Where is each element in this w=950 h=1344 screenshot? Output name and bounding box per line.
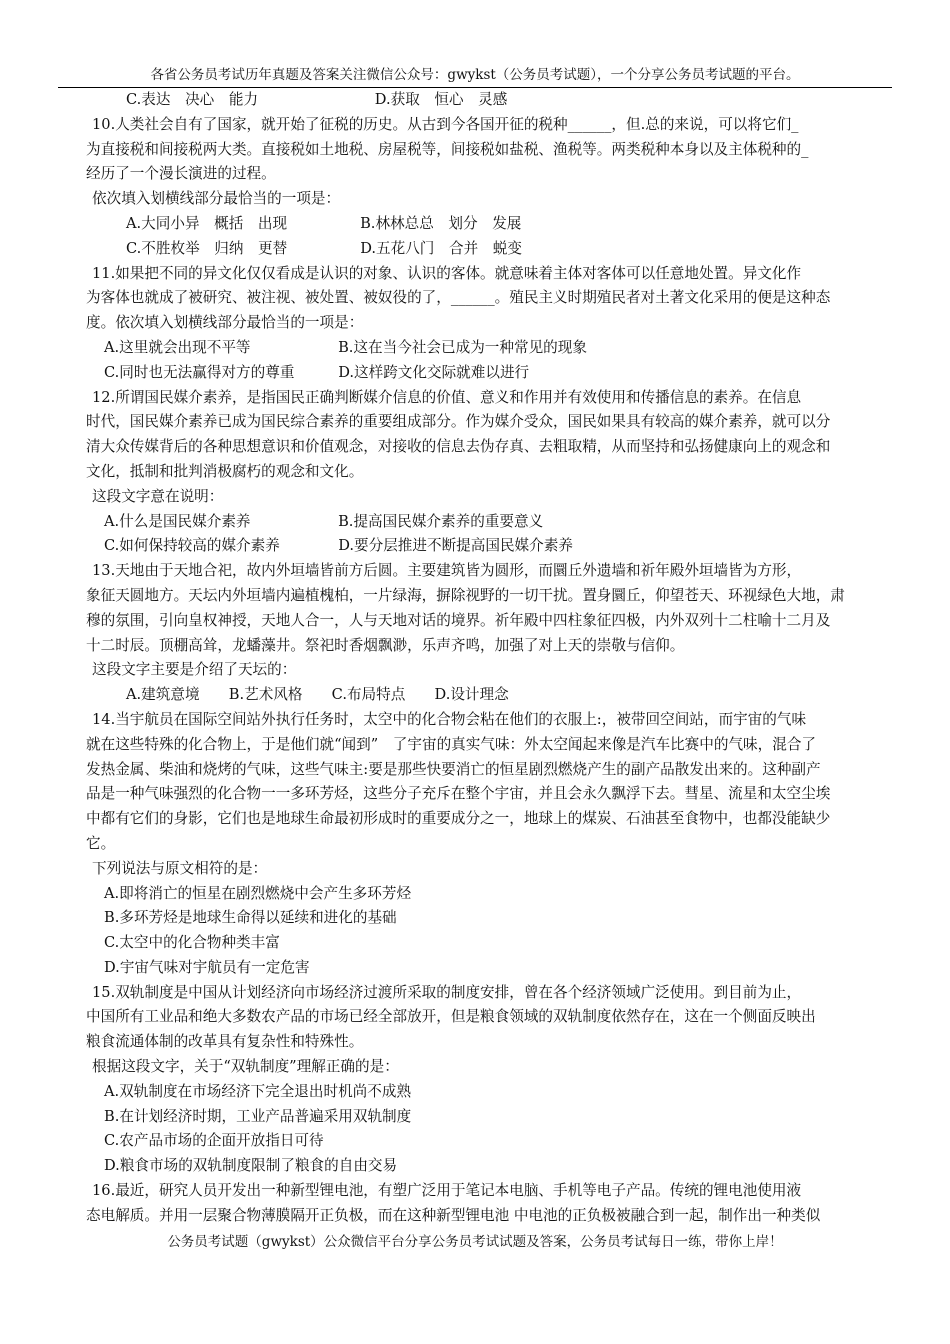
text-line: 象征天圆地方。天坛内外垣墙内遍植槐柏，一片绿海，摒除视野的一切干扰。置身圜丘，仰望苍天、环视绿色大地，肃 xyxy=(86,586,845,604)
text-line: 11.如果把不同的异文化仅仅看成是认识的对象、认识的客体。就意味着主体对客体可以任意地处置。异文化作 xyxy=(92,264,802,282)
text-line: 发热金属、柴油和烧烤的气味，这些气味主:要是那些快要消亡的恒星剧烈燃烧产生的副产品散发出来的。这种副产 xyxy=(86,760,821,778)
text-line: B.在计划经济时期，工业产品普遍采用双轨制度 xyxy=(104,1107,412,1125)
text-line: 下列说法与原文相符的是： xyxy=(92,859,268,877)
text-line: 为客体也就成了被研究、被注视、被处置、被奴役的了，______。殖民主义时期殖民者对土著文化采用的便是这种态 xyxy=(86,289,831,307)
text-line: 这段文字意在说明： xyxy=(92,487,224,505)
text-line: C.不胜枚举 归纳 更替 D.五花八门 合并 蜕变 xyxy=(126,239,522,257)
text-line: 中都有它们的身影，它们也是地球生命最初形成时的重要成分之一，地球上的煤炭、石油甚至食物中，也都没能缺少 xyxy=(86,810,831,828)
text-line: D.粮食市场的双轨制度限制了粮食的自由交易 xyxy=(104,1157,398,1175)
text-line: 12.所谓国民媒介素养，是指国民正确判断媒介信息的价值、意义和作用并有效使用和传播信息的素养。在信息 xyxy=(92,388,802,406)
text-line: 它。 xyxy=(86,834,116,852)
text-line: 清大众传媒背后的各种思想意识和价值观念，对接收的信息去伪存真、去粗取精，从而坚持和弘扬健康向上的观念和 xyxy=(86,438,831,456)
text-line: 就在这些特殊的化合物上，于是他们就“闻到” 了宇宙的真实气味：外太空闻起来像是汽车比赛中的气味，混合了 xyxy=(86,735,817,753)
text-line: 十二时辰。顶棚高耸，龙蟠藻井。祭祀时香烟飘渺，乐声齐鸣，加强了对上天的崇敬与信仰。 xyxy=(86,636,685,654)
text-line: 经历了一个漫长演进的过程。 xyxy=(86,165,276,183)
text-line: 为直接税和间接税两大类。直接税如土地税、房屋税等，间接税如盐税、渔税等。两类税种本身以及主体税种的_ xyxy=(86,140,809,158)
text-line: 这段文字主要是介绍了天坛的： xyxy=(92,661,297,679)
text-line: 根据这段文字，关于“双轨制度”理解正确的是： xyxy=(92,1058,399,1076)
page-header: 各省公务员考试历年真题及答案关注微信公众号：gwykst（公务员考试题），一个分享公务员考试题的平台。 xyxy=(58,66,892,88)
text-line: A.大同小异 概括 出现 B.林林总总 划分 发展 xyxy=(126,214,522,232)
text-line: C.太空中的化合物种类丰富 xyxy=(104,934,280,952)
text-line: C.如何保持较高的媒介素养 D.要分层推进不断提高国民媒介素养 xyxy=(104,537,573,555)
text-line: 16.最近，研究人员开发出一种新型锂电池，有塑广泛用于笔记本电脑、手机等电子产品。传统的锂电池使用液 xyxy=(92,1182,802,1200)
text-line: C.表达 决心 能力 D.获取 恒心 灵感 xyxy=(126,91,508,108)
page-content xyxy=(86,88,894,1229)
text-line: 15.双轨制度是中国从计划经济向市场经济过渡所采取的制度安排，曾在各个经济领域广泛使用。到目前为止， xyxy=(92,983,802,1001)
text-line: 文化，抵制和批判消极腐朽的观念和文化。 xyxy=(86,462,364,480)
text-line: 品是一种气味强烈的化合物一一多环芳烃，这些分子充斥在整个宇宙，并且会永久飘浮下去。彗星、流星和太空尘埃 xyxy=(86,785,831,803)
text-line: A.双轨制度在市场经济下完全退出时机尚不成熟 xyxy=(104,1082,412,1100)
text-line: A.即将消亡的恒星在剧烈燃烧中会产生多环芳烃 xyxy=(104,884,412,902)
text-line: 度。依次填入划横线部分最恰当的一项是： xyxy=(86,314,364,332)
text-line: D.宇宙气味对宇航员有一定危害 xyxy=(104,958,310,976)
text-line: A.建筑意境 B.艺术风格 C.布局特点 D.设计理念 xyxy=(126,686,509,704)
text-line: A.这里就会出现不平等 B.这在当今社会已成为一种常见的现象 xyxy=(104,338,587,356)
text-line: 14.当宇航员在国际空间站外执行任务时，太空中的化合物会粘在他们的衣服上:，被带回空间站，而宇宙的气味 xyxy=(92,710,807,728)
text-line: 依次填入划横线部分最恰当的一项是： xyxy=(92,190,341,208)
text-line: 中国所有工业品和绝大多数农产品的市场已经全部放开，但是粮食领域的双轨制度依然存在，这在一个侧面反映出 xyxy=(86,1008,816,1026)
text-line: B.多环芳烃是地球生命得以延续和进化的基础 xyxy=(104,909,397,927)
text-line: 态电解质。并用一层聚合物薄膜隔开正负极，而在这种新型锂电池 中电池的正负极被融合到一起，制作出一种类似 xyxy=(86,1206,821,1224)
page-footer: 公务员考试题（gwykst）公众微信平台分享公务员考试试题及答案，公务员考试每日一练，带你上岸！ xyxy=(167,1234,783,1250)
text-line: C.农产品市场的企面开放指日可待 xyxy=(104,1132,324,1150)
text-line: 13.天地由于天地合祀，故内外垣墙皆前方后圆。主要建筑皆为圆形，而圜丘外遗墙和祈年殿外垣墙皆为方形， xyxy=(92,562,802,580)
text-line: 时代，国民媒介素养已成为国民综合素养的重要组成部分。作为媒介受众，国民如果具有较高的媒介素养，就可以分 xyxy=(86,413,831,431)
text-line: 粮食流通体制的改革具有复杂性和特殊性。 xyxy=(86,1033,364,1051)
text-line: A.什么是国民媒介素养 B.提高国民媒介素养的重要意义 xyxy=(104,512,544,530)
text-line: 10.人类社会自有了国家，就开始了征税的历史。从古到今各国开征的税种______，但.总的来说，可以将它们_ xyxy=(92,115,799,133)
text-line: 穆的氛围，引向皇权神授，天地人合一，人与天地对话的境界。祈年殿中四柱象征四极，内外双列十二柱喻十二月及 xyxy=(86,611,831,629)
text-line: C.同时也无法赢得对方的尊重 D.这样跨文化交际就难以进行 xyxy=(104,363,530,381)
